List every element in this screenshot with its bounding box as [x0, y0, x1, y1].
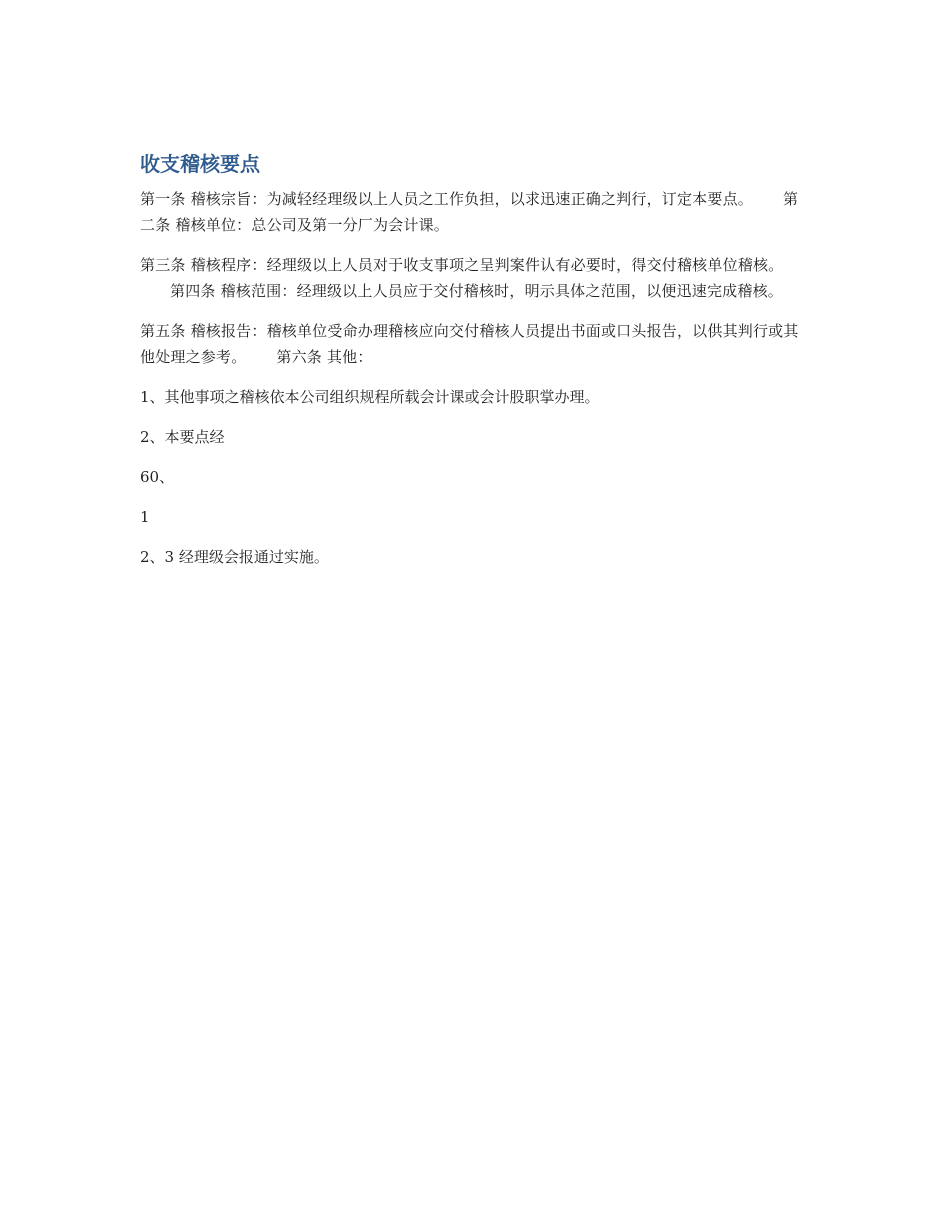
- list-item-5: 2、3 经理级会报通过实施。: [140, 548, 329, 566]
- list-item-1: 1、其他事项之稽核依本公司组织规程所载会计课或会计股职掌办理。: [140, 388, 600, 406]
- list-item-3: 60、: [140, 468, 175, 486]
- document-title: 收支稽核要点: [140, 152, 260, 176]
- article-5-text: 第五条 稽核报告：稽核单位受命办理稽核应向交付稽核人员提出书面或口头报告，以供其判行或其他处理之参考。: [140, 322, 799, 366]
- list-item-2: 2、本要点经: [140, 428, 225, 446]
- article-1-text: 第一条 稽核宗旨：为减轻经理级以上人员之工作负担，以求迅速正确之判行，订定本要点。: [140, 190, 753, 208]
- list-item-4: 1: [140, 508, 150, 526]
- article-2-text: 第二条 稽核单位：总公司及第一分厂为会计课。: [140, 190, 799, 234]
- article-6-text: 第六条 其他：: [276, 348, 373, 366]
- article-4-text: 第四条 稽核范围：经理级以上人员应于交付稽核时，明示具体之范围，以便迅速完成稽核。: [170, 282, 783, 300]
- document-page: [140, 148, 802, 584]
- paragraph-article-1-2: [140, 186, 802, 238]
- article-3-text: 第三条 稽核程序：经理级以上人员对于收支事项之呈判案件认有必要时，得交付稽核单位稽核。: [140, 256, 784, 274]
- paragraph-article-5-6: [140, 318, 802, 370]
- paragraph-article-3-4: [140, 252, 802, 304]
